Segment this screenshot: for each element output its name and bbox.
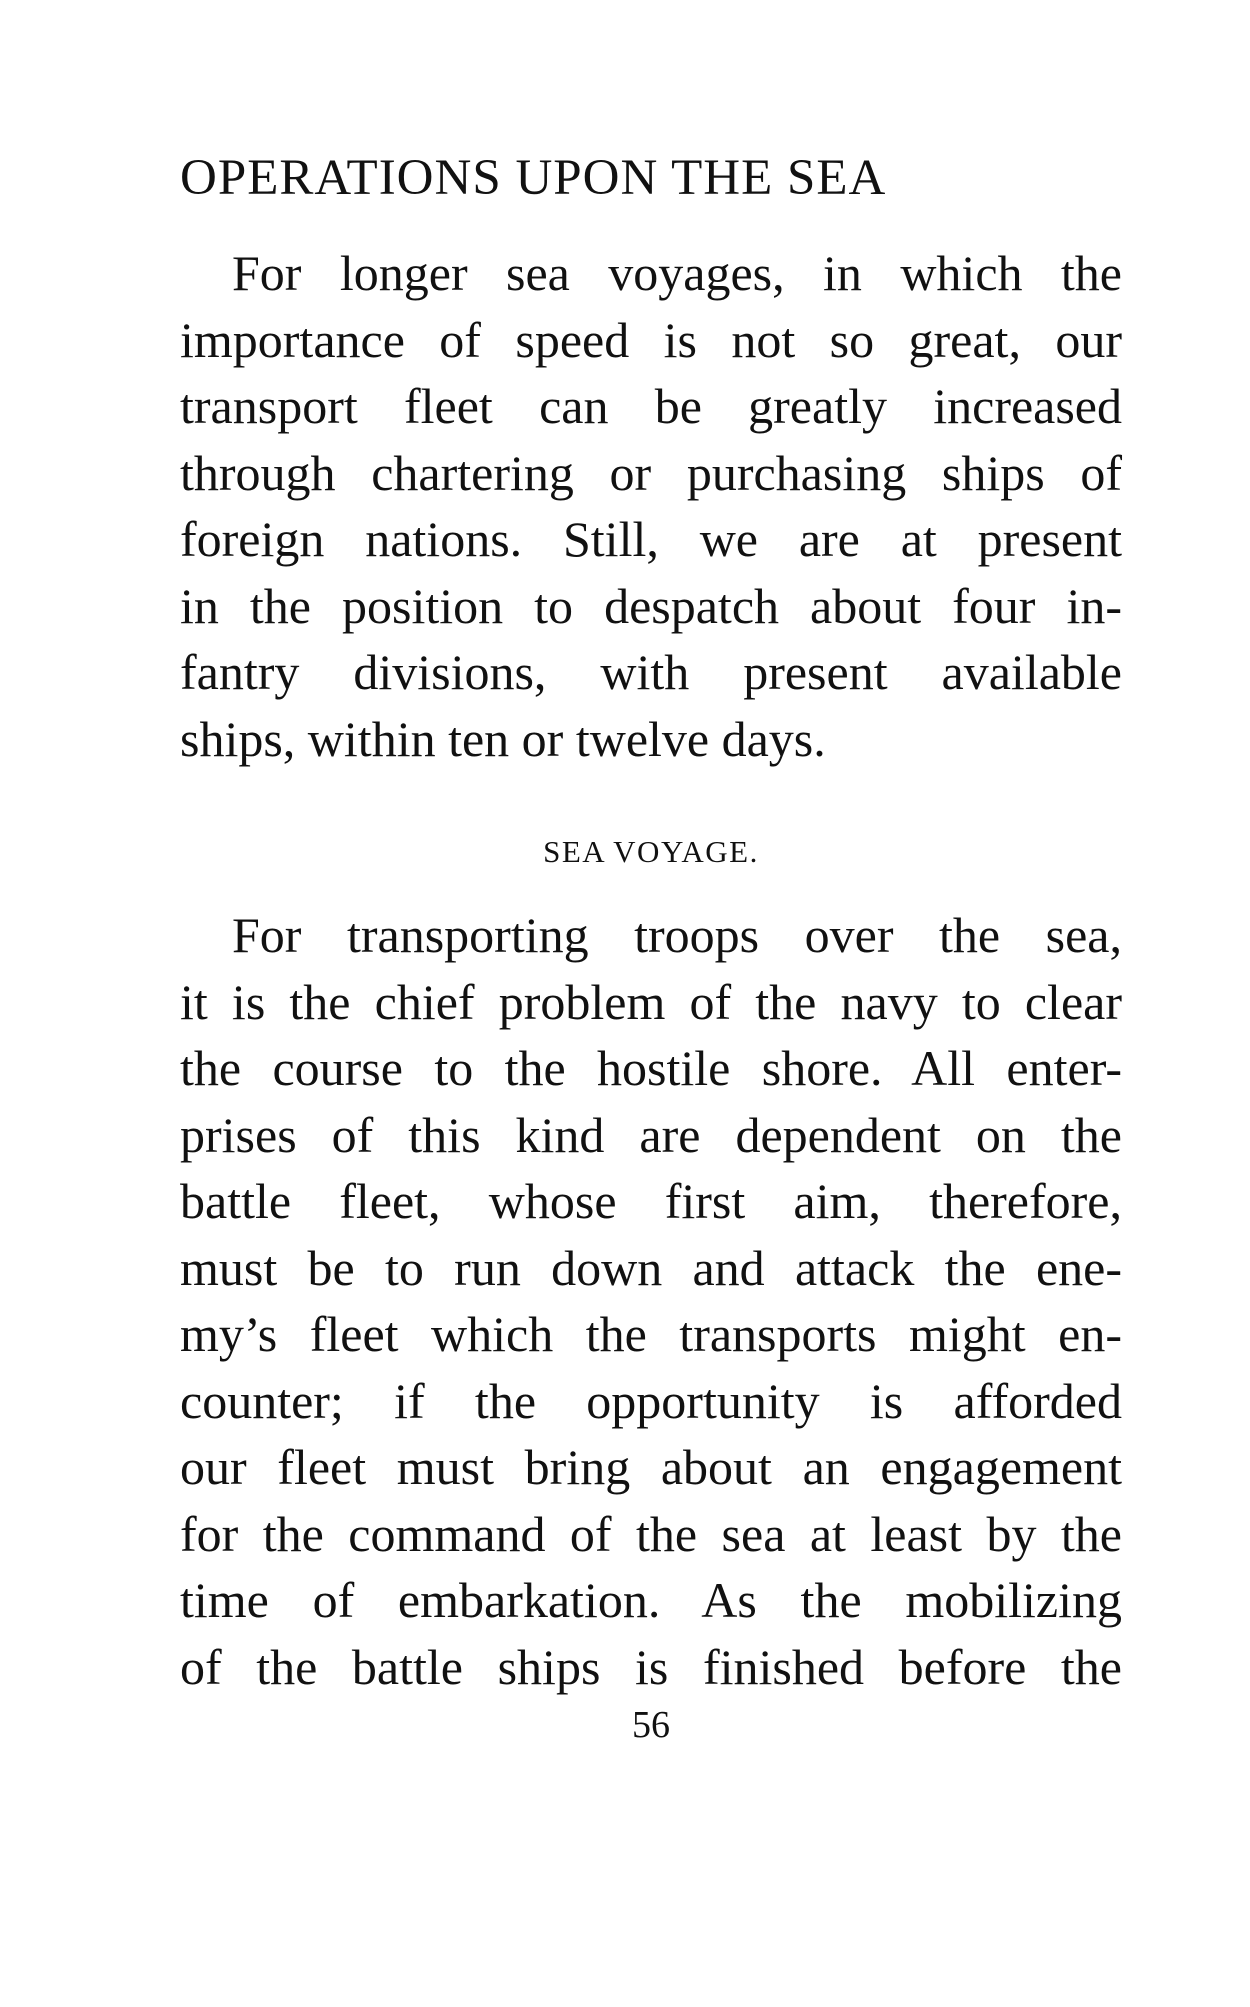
section-heading: SEA VOYAGE. (543, 834, 759, 869)
paragraph-sea-voyage (180, 902, 1122, 1700)
text-line: my’s fleet which the transports might en- (180, 1306, 1122, 1362)
text-line: fantry divisions, with present available (180, 644, 1122, 700)
text-line: the course to the hostile shore. All enter- (180, 1040, 1122, 1096)
text-line: our fleet must bring about an engagement (180, 1439, 1122, 1495)
page-number: 56 (632, 1704, 670, 1746)
text-line: prises of this kind are dependent on the (180, 1106, 1122, 1163)
text-line: it is the chief problem of the navy to clear (180, 973, 1122, 1030)
text-line: transport fleet can be greatly increased (180, 378, 1122, 434)
text-line: counter; if the opportunity is afforded (180, 1372, 1122, 1429)
text-line: battle fleet, whose first aim, therefore, (180, 1173, 1122, 1229)
text-line: time of embarkation. As the mobilizing (180, 1572, 1122, 1628)
text-line: foreign nations. Still, we are at present (180, 511, 1122, 567)
text-line: for the command of the sea at least by the (180, 1505, 1122, 1562)
paragraph-fleet-chartering (180, 240, 1122, 772)
running-head: OPERATIONS UPON THE SEA (180, 150, 887, 206)
text-line: of the battle ships is finished before the (180, 1638, 1122, 1695)
text-line: through chartering or purchasing ships of (180, 444, 1122, 501)
text-line: For transporting troops over the sea, (232, 907, 1122, 963)
text-line: ships, within ten or twelve days. (180, 710, 826, 767)
text-line: importance of speed is not so great, our (180, 311, 1122, 368)
text-line: For longer sea voyages, in which the (232, 245, 1122, 301)
text-line: must be to run down and attack the ene- (180, 1239, 1122, 1296)
text-line: in the position to despatch about four in- (180, 577, 1122, 634)
